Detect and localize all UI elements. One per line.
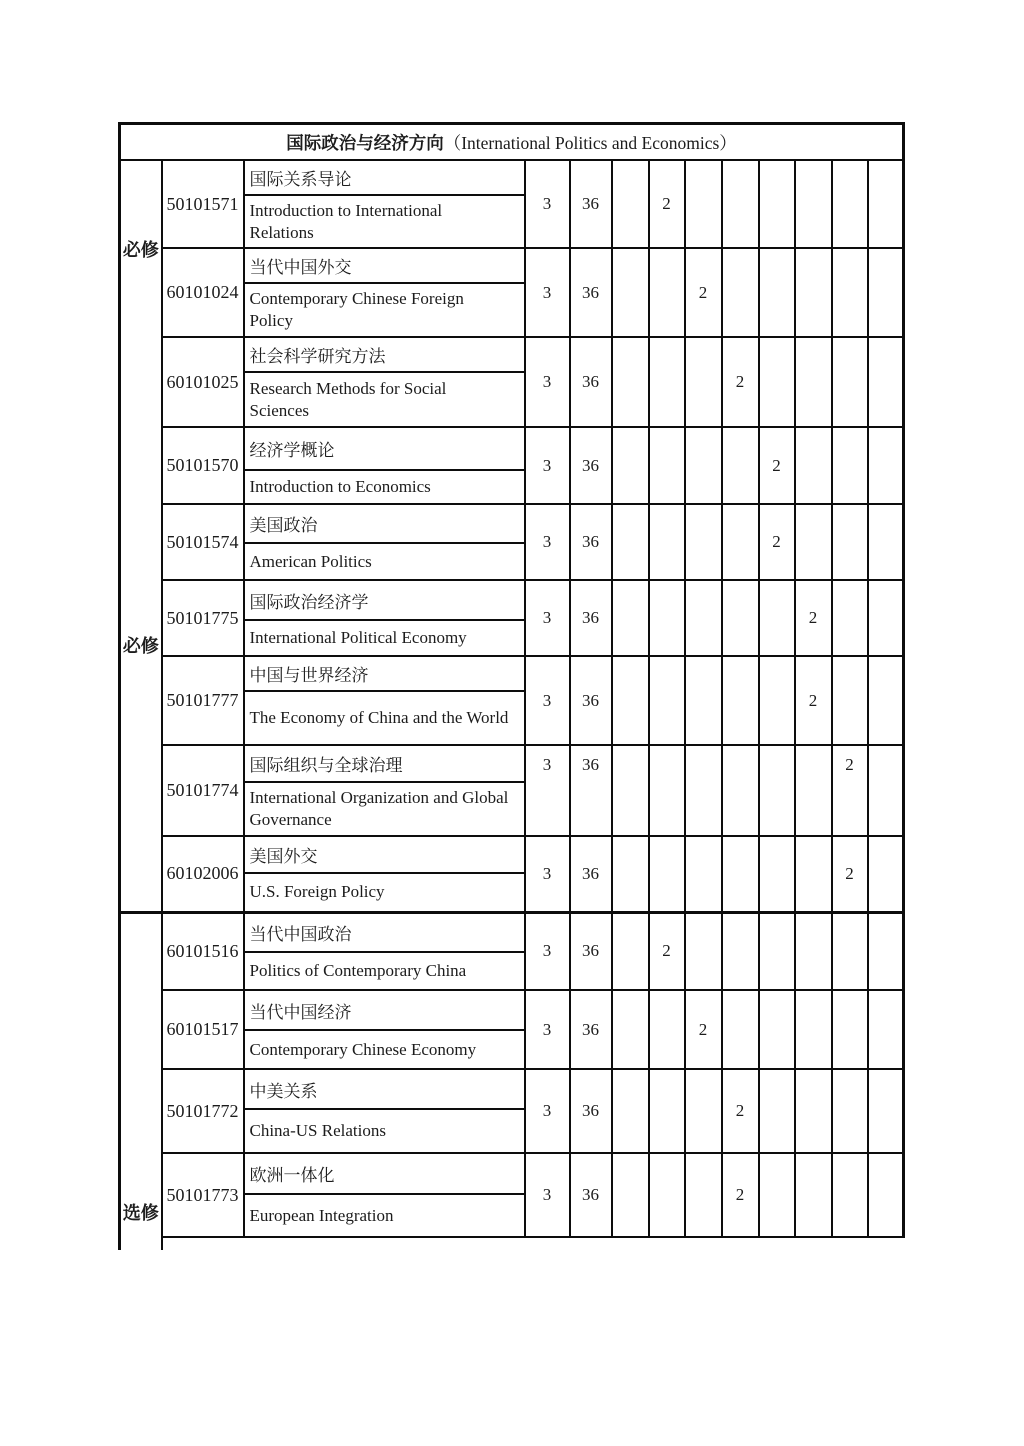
semester-cell — [868, 427, 904, 504]
semester-cell — [795, 912, 832, 990]
course-row — [120, 427, 904, 470]
course-name-en-cell: The Economy of China and the World — [244, 691, 525, 745]
semester-cell — [722, 580, 759, 656]
semester-cell — [685, 1069, 722, 1153]
semester-cell — [868, 248, 904, 337]
course-code-cell: 50101571 — [162, 160, 244, 248]
course-code-cell: 50101775 — [162, 580, 244, 656]
course-name-en-cell: Contemporary Chinese Economy — [244, 1030, 525, 1069]
page-break-stub-cell — [868, 1237, 904, 1250]
semester-cell — [832, 912, 868, 990]
semester-cell — [722, 990, 759, 1069]
semester-cell — [759, 580, 795, 656]
course-name-cn-cell: 国际政治经济学 — [244, 580, 525, 620]
curriculum-sheet — [118, 122, 905, 1250]
hours-cell: 36 — [570, 427, 612, 504]
section-label: 必修 — [122, 636, 159, 656]
semester-cell — [685, 580, 722, 656]
semester-cell — [868, 160, 904, 248]
page-break-stub-cell — [722, 1237, 759, 1250]
semester-cell — [722, 504, 759, 580]
semester-cell — [612, 1153, 649, 1237]
course-name-en-cell: Research Methods for Social Sciences — [244, 372, 525, 427]
semester-value-cell: 2 — [722, 1153, 759, 1237]
semester-value-cell: 2 — [649, 912, 685, 990]
semester-cell — [685, 912, 722, 990]
semester-cell — [649, 990, 685, 1069]
course-name-en-cell: International Political Economy — [244, 620, 525, 656]
course-row — [120, 248, 904, 283]
hours-cell: 36 — [570, 337, 612, 427]
credits-cell: 3 — [525, 504, 570, 580]
semester-cell — [759, 337, 795, 427]
page-break-stub-cell — [685, 1237, 722, 1250]
course-code-cell: 50101777 — [162, 656, 244, 745]
semester-cell — [685, 745, 722, 836]
semester-value-cell: 2 — [722, 337, 759, 427]
table-title — [120, 124, 904, 161]
course-name-cn-cell: 当代中国外交 — [244, 248, 525, 283]
table-title-en: （International Politics and Economics） — [443, 132, 737, 153]
credits-cell: 3 — [525, 745, 570, 836]
table-title-row — [120, 124, 904, 161]
semester-cell — [685, 504, 722, 580]
course-name-en-cell: China-US Relations — [244, 1109, 525, 1153]
course-code-cell: 60102006 — [162, 836, 244, 912]
course-name-cn-cell: 当代中国经济 — [244, 990, 525, 1030]
semester-cell — [795, 337, 832, 427]
semester-cell — [685, 427, 722, 504]
credits-cell: 3 — [525, 1153, 570, 1237]
hours-cell: 36 — [570, 1153, 612, 1237]
credits-cell: 3 — [525, 580, 570, 656]
semester-cell — [612, 580, 649, 656]
section-label: 必修 — [122, 240, 159, 260]
semester-cell — [612, 656, 649, 745]
semester-cell — [868, 1153, 904, 1237]
course-row — [120, 580, 904, 620]
course-row — [120, 1069, 904, 1109]
semester-cell — [759, 1069, 795, 1153]
semester-cell — [722, 836, 759, 912]
semester-cell — [612, 836, 649, 912]
course-name-cn-cell: 当代中国政治 — [244, 912, 525, 952]
semester-cell — [612, 745, 649, 836]
course-code-cell: 50101574 — [162, 504, 244, 580]
hours-cell: 36 — [570, 745, 612, 836]
page-break-stub-cell — [244, 1237, 525, 1250]
semester-cell — [759, 990, 795, 1069]
semester-cell — [759, 1153, 795, 1237]
semester-cell — [832, 160, 868, 248]
semester-cell — [795, 248, 832, 337]
credits-cell: 3 — [525, 160, 570, 248]
semester-cell — [832, 656, 868, 745]
credits-cell: 3 — [525, 912, 570, 990]
semester-cell — [868, 580, 904, 656]
page-break-stub-cell — [525, 1237, 570, 1250]
semester-cell — [868, 990, 904, 1069]
credits-cell: 3 — [525, 427, 570, 504]
semester-cell — [832, 990, 868, 1069]
semester-value-cell: 2 — [759, 427, 795, 504]
page-break-stub-cell — [649, 1237, 685, 1250]
semester-cell — [868, 656, 904, 745]
section-label: 选修 — [122, 1202, 159, 1223]
semester-cell — [795, 160, 832, 248]
course-name-en-cell: American Politics — [244, 543, 525, 580]
semester-cell — [722, 912, 759, 990]
course-name-en-cell: International Organization and Global Governance — [244, 782, 525, 836]
hours-cell: 36 — [570, 580, 612, 656]
semester-cell — [868, 745, 904, 836]
section-cell — [120, 160, 162, 912]
course-name-cn-cell: 中美关系 — [244, 1069, 525, 1109]
semester-cell — [722, 745, 759, 836]
course-code-cell: 60101024 — [162, 248, 244, 337]
semester-value-cell: 2 — [722, 1069, 759, 1153]
semester-value-cell: 2 — [832, 745, 868, 836]
semester-value-cell: 2 — [832, 836, 868, 912]
hours-cell: 36 — [570, 836, 612, 912]
course-row — [120, 990, 904, 1030]
semester-cell — [612, 337, 649, 427]
course-name-en-cell: Introduction to International Relations — [244, 195, 525, 248]
course-code-cell: 50101774 — [162, 745, 244, 836]
semester-cell — [832, 1153, 868, 1237]
semester-cell — [832, 504, 868, 580]
course-row — [120, 337, 904, 372]
semester-cell — [649, 504, 685, 580]
hours-cell: 36 — [570, 990, 612, 1069]
course-code-cell: 50101773 — [162, 1153, 244, 1237]
semester-cell — [832, 248, 868, 337]
table-title-cn: 国际政治与经济方向 — [286, 132, 444, 153]
semester-cell — [649, 580, 685, 656]
course-code-cell: 50101772 — [162, 1069, 244, 1153]
semester-cell — [649, 745, 685, 836]
semester-cell — [759, 745, 795, 836]
semester-cell — [795, 504, 832, 580]
page-break-stub-cell — [832, 1237, 868, 1250]
semester-cell — [795, 836, 832, 912]
credits-cell: 3 — [525, 656, 570, 745]
course-name-cn-cell: 中国与世界经济 — [244, 656, 525, 691]
semester-cell — [612, 1069, 649, 1153]
semester-cell — [832, 580, 868, 656]
hours-cell: 36 — [570, 912, 612, 990]
semester-cell — [868, 504, 904, 580]
semester-cell — [612, 912, 649, 990]
credits-cell: 3 — [525, 836, 570, 912]
course-name-en-cell: U.S. Foreign Policy — [244, 873, 525, 912]
page-break-stub-cell — [612, 1237, 649, 1250]
semester-cell — [685, 836, 722, 912]
course-name-en-cell: Contemporary Chinese Foreign Policy — [244, 283, 525, 337]
semester-cell — [759, 836, 795, 912]
course-row — [120, 504, 904, 543]
semester-cell — [685, 160, 722, 248]
semester-cell — [722, 248, 759, 337]
semester-cell — [795, 745, 832, 836]
curriculum-table — [118, 122, 905, 1250]
semester-cell — [759, 656, 795, 745]
semester-cell — [795, 1069, 832, 1153]
page-break-stub-row — [120, 1237, 904, 1250]
semester-cell — [759, 160, 795, 248]
course-row — [120, 912, 904, 952]
semester-cell — [649, 1069, 685, 1153]
course-name-en-cell: European Integration — [244, 1194, 525, 1237]
credits-cell: 3 — [525, 1069, 570, 1153]
hours-cell: 36 — [570, 248, 612, 337]
semester-cell — [722, 427, 759, 504]
course-name-en-cell: Introduction to Economics — [244, 470, 525, 504]
page-break-stub-cell — [795, 1237, 832, 1250]
semester-cell — [612, 427, 649, 504]
semester-cell — [832, 427, 868, 504]
semester-cell — [649, 656, 685, 745]
semester-value-cell: 2 — [795, 580, 832, 656]
course-name-cn-cell: 国际关系导论 — [244, 160, 525, 195]
semester-cell — [649, 427, 685, 504]
credits-cell: 3 — [525, 248, 570, 337]
page-break-stub-cell — [162, 1237, 244, 1250]
semester-cell — [868, 836, 904, 912]
semester-cell — [612, 990, 649, 1069]
course-name-cn-cell: 欧洲一体化 — [244, 1153, 525, 1194]
section-cell — [120, 912, 162, 1250]
course-name-cn-cell: 经济学概论 — [244, 427, 525, 470]
semester-value-cell: 2 — [795, 656, 832, 745]
hours-cell: 36 — [570, 504, 612, 580]
hours-cell: 36 — [570, 1069, 612, 1153]
semester-value-cell: 2 — [685, 990, 722, 1069]
semester-cell — [649, 1153, 685, 1237]
hours-cell: 36 — [570, 160, 612, 248]
semester-cell — [795, 1153, 832, 1237]
semester-cell — [612, 504, 649, 580]
semester-cell — [649, 836, 685, 912]
semester-value-cell: 2 — [649, 160, 685, 248]
credits-cell: 3 — [525, 990, 570, 1069]
course-name-cn-cell: 美国外交 — [244, 836, 525, 873]
credits-cell: 3 — [525, 337, 570, 427]
semester-cell — [612, 160, 649, 248]
semester-cell — [868, 337, 904, 427]
course-row — [120, 1153, 904, 1194]
course-code-cell: 60101517 — [162, 990, 244, 1069]
semester-cell — [832, 1069, 868, 1153]
course-name-cn-cell: 社会科学研究方法 — [244, 337, 525, 372]
semester-cell — [868, 1069, 904, 1153]
semester-value-cell: 2 — [759, 504, 795, 580]
hours-cell: 36 — [570, 656, 612, 745]
semester-cell — [795, 427, 832, 504]
semester-cell — [685, 337, 722, 427]
semester-cell — [649, 337, 685, 427]
semester-cell — [612, 248, 649, 337]
semester-cell — [868, 912, 904, 990]
semester-cell — [759, 912, 795, 990]
semester-cell — [832, 337, 868, 427]
semester-cell — [759, 248, 795, 337]
course-row — [120, 836, 904, 873]
page-break-stub-cell — [570, 1237, 612, 1250]
course-code-cell: 60101516 — [162, 912, 244, 990]
course-code-cell: 50101570 — [162, 427, 244, 504]
semester-cell — [649, 248, 685, 337]
semester-cell — [795, 990, 832, 1069]
course-row — [120, 160, 904, 195]
semester-cell — [685, 1153, 722, 1237]
semester-cell — [685, 656, 722, 745]
course-name-en-cell: Politics of Contemporary China — [244, 952, 525, 990]
page-break-stub-cell — [759, 1237, 795, 1250]
semester-cell — [722, 160, 759, 248]
course-row — [120, 745, 904, 782]
course-name-cn-cell: 美国政治 — [244, 504, 525, 543]
semester-cell — [722, 656, 759, 745]
course-name-cn-cell: 国际组织与全球治理 — [244, 745, 525, 782]
course-row — [120, 656, 904, 691]
course-code-cell: 60101025 — [162, 337, 244, 427]
semester-value-cell: 2 — [685, 248, 722, 337]
